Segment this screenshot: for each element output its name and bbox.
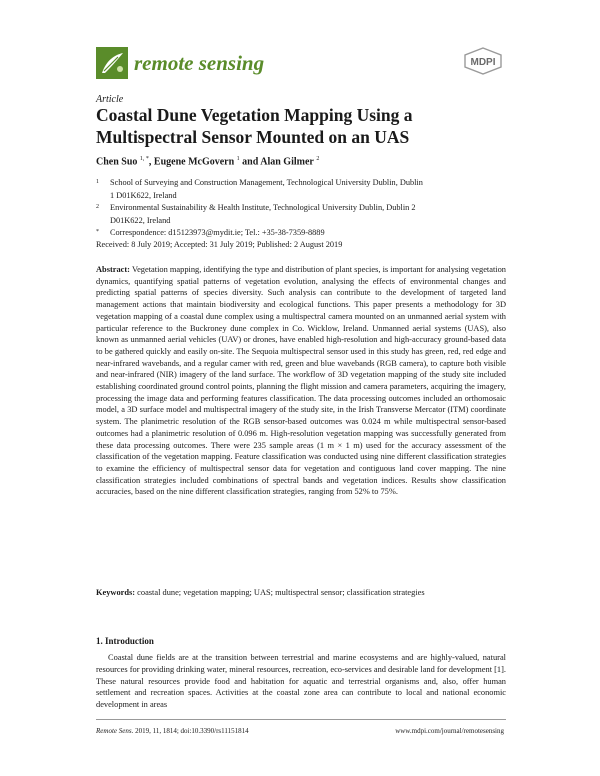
journal-name: remote sensing <box>134 51 265 75</box>
correspondence <box>96 226 426 239</box>
section-body: Coastal dune fields are at the transition between terrestrial and marine ecosystems and are highly-valued, natural resources for providing drinking water, mineral resources, recreation, eco-services and desirable land for development [1]. These natural resources provide food and habitation for aquatic and terrestrial organisms and, also, offer human settlement and recreation spaces. Activities at the coastal zone area can contribute to local and national economic development in areas <box>96 653 506 710</box>
affiliation <box>96 176 426 202</box>
abstract <box>96 264 506 498</box>
affiliation-number: 1 <box>96 179 99 185</box>
author-affiliation-mark: 1, * <box>139 156 149 162</box>
footer-divider <box>96 719 506 720</box>
author-name: Eugene McGovern <box>153 156 235 168</box>
author-name: Chen Suo <box>96 156 138 168</box>
affiliation-number: 2 <box>96 204 99 210</box>
author-name: Alan Gilmer <box>260 156 314 168</box>
journal-abbrev: Remote Sens. <box>96 727 134 735</box>
author-affiliation-mark: 1 <box>236 156 240 162</box>
article-type: Article <box>96 94 124 105</box>
publication-dates: Received: 8 July 2019; Accepted: 31 July 2019; Published: 2 August 2019 <box>96 240 343 249</box>
correspondence-text: Correspondence: d15123973@mydit.ie; Tel.: +35-38-7359-8889 <box>110 228 325 237</box>
mdpi-logo-icon <box>462 47 504 75</box>
citation-text: 2019, 11, 1814; doi:10.3390/rs11151814 <box>133 727 249 735</box>
keywords-label: Keywords: <box>96 588 136 597</box>
section-heading: 1. Introduction <box>96 636 154 646</box>
keywords <box>96 588 506 597</box>
journal-logo-icon <box>96 47 128 79</box>
footer-citation <box>96 727 249 735</box>
affiliation-text: School of Surveying and Construction Management, Technological University Dublin, Dublin 1 D01K622, Ireland <box>110 178 423 200</box>
publisher-name: MDPI <box>470 57 496 68</box>
author-separator: and <box>239 156 261 168</box>
abstract-text: Vegetation mapping, identifying the type and distribution of plant species, is important for analysing vegetation dynamics, quantifying spatial patterns of vegetation evolution, analysing the effects of environmental changes and predicting spatial patterns of species diversity. Such analysis can contribute to the development of targeted land management actions that maintain biodiversity and ecological functions. This paper presents a methodology for 3D vegetation mapping of a coastal dune complex using a multispectral camera mounted on an unmanned aerial system with particular reference to the Buckroney dune complex in Co. Wicklow, Ireland. Unmanned aerial systems (UAS), also known as unmanned aerial vehicles (UAV) or drones, have enabled high-resolution and high-accuracy ground-based data to be gathered quickly and easily on-site. The Sequoia multispectral sensor used in this study has green, red, red edge and near-infrared wavebands, and a regular camer with red, green and blue wavebands (RGB camera), to capture both visible and near-infrared (NIR) imagery of the land surface. The workflow of 3D vegetation mapping of the study site included establishing coordinated ground control points, planning the flight mission and camera parameters, acquiring the imagery, processing the image data and performing features classification. The data processing outcomes included an orthomosaic model, a 3D surface model and multispectral imagery of the study site, in the Irish Transverse Mercator (ITM) coordinate system. The planimetric resolution of the RGB sensor-based outcomes was 0.024 m while multispectral sensor-based outcomes had a planimetric resolution of 0.096 m. High-resolution vegetation mapping was successfully generated from these data processing outcomes. There were 235 sample areas (1 m × 1 m) used for the accuracy assessment of the classification of the vegetation mapping. Feature classification was conducted using nine different classification strategies to examine the efficiency of multispectral sensor data for vegetation and contiguous land cover mapping. The nine classification strategies included combinations of spectral bands and vegetation indices. Results show classification accuracies, based on the nine different classification strategies, ranging from 52% to 75%. <box>96 265 506 497</box>
affiliation <box>96 201 426 227</box>
correspondence-mark: * <box>96 229 99 235</box>
article-title: Coastal Dune Vegetation Mapping Using a Multispectral Sensor Mounted on an UAS <box>96 105 413 147</box>
keywords-text: coastal dune; vegetation mapping; UAS; multispectral sensor; classification strategies <box>137 588 425 597</box>
author-list <box>96 156 319 167</box>
affiliation-text: Environmental Sustainability & Health Institute, Technological University Dublin, Dublin 2 D01K622, Ireland <box>110 203 416 225</box>
author-separator: , <box>148 156 154 168</box>
abstract-label: Abstract: <box>96 265 130 274</box>
author-affiliation-mark: 2 <box>316 156 320 162</box>
footer-url[interactable]: www.mdpi.com/journal/remotesensing <box>395 727 504 735</box>
